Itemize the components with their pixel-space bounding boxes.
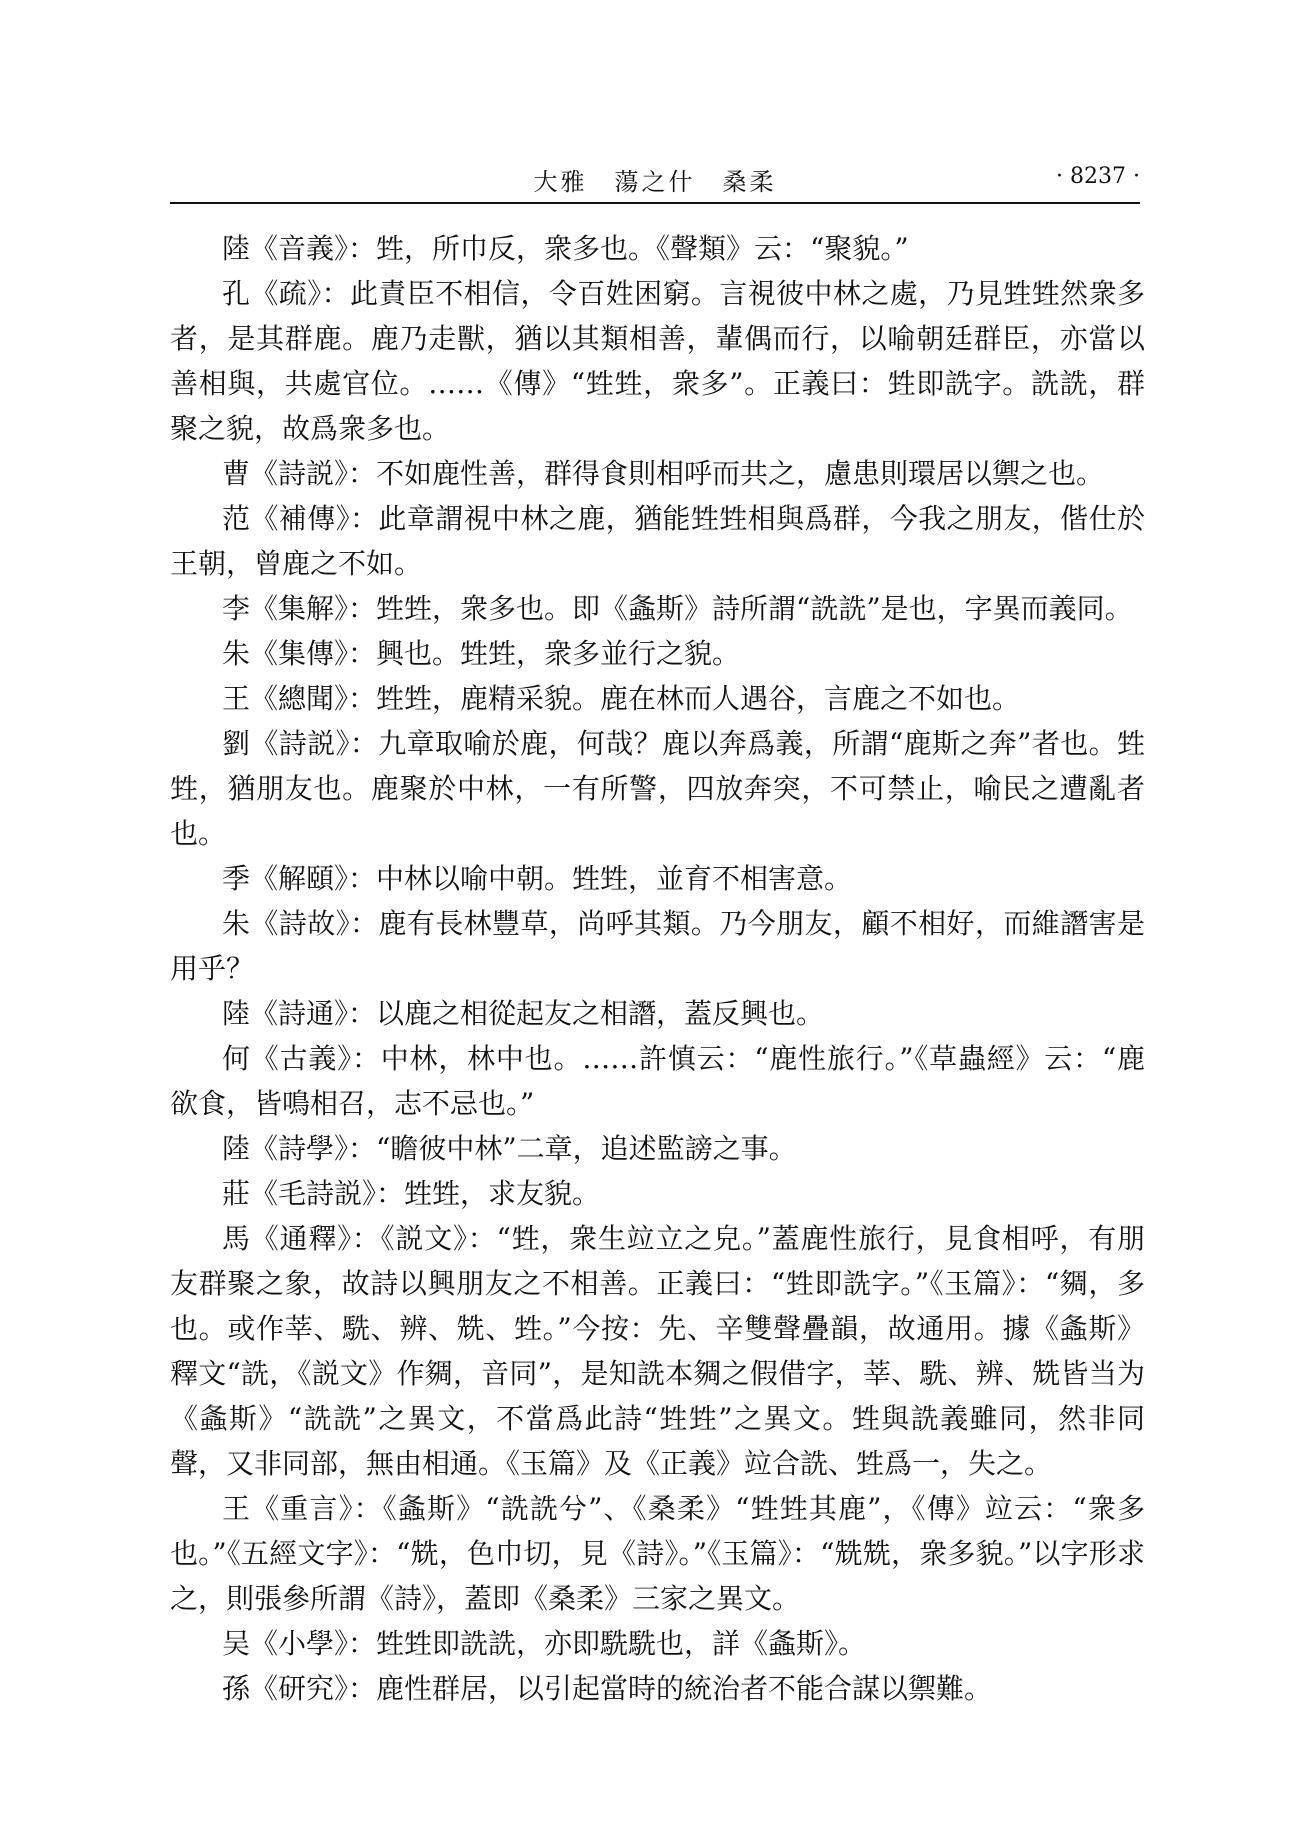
commentary-body xyxy=(170,226,1145,1711)
commentary-paragraph: 陸《音義》：甡，所巾反，衆多也。《聲類》云：“聚貌。” xyxy=(222,232,909,265)
commentary-paragraph: 孔《疏》：此責臣不相信，令百姓困窮。言視彼中林之處，乃見甡甡然衆多者，是其群鹿。鹿乃走獸，猶以其類相善，輩偶而行，以喻朝廷群臣，亦當以善相與，共處官位。……《傳》“甡甡，衆多”。正義曰：甡即詵字。詵詵，群聚之貌，故爲衆多也。 xyxy=(170,277,1145,445)
commentary-paragraph: 朱《詩故》：鹿有長林豐草，尚呼其類。乃今朋友，顧不相好，而維譖害是用乎？ xyxy=(170,907,1145,985)
commentary-paragraph: 孫《研究》：鹿性群居，以引起當時的統治者不能合謀以禦難。 xyxy=(222,1672,993,1705)
commentary-paragraph: 曹《詩説》：不如鹿性善，群得食則相呼而共之，慮患則環居以禦之也。 xyxy=(222,457,1105,490)
commentary-paragraph: 王《總聞》：甡甡，鹿精采貌。鹿在林而人遇谷，言鹿之不如也。 xyxy=(222,682,1021,715)
page-number: · 8237 · xyxy=(1056,164,1140,189)
page-header xyxy=(170,150,1140,210)
commentary-paragraph: 王《重言》：《螽斯》“詵詵兮”、《桑柔》“甡甡其鹿”，《傳》竝云：“衆多也。”《五經文字》：“兟，色巾切，見《詩》。”《玉篇》：“兟兟，衆多貌。”以字形求之，則張參所謂《詩》，蓋即《桑柔》三家之異文。 xyxy=(170,1492,1145,1615)
running-head: 大雅 蕩之什 桑柔 xyxy=(533,168,777,196)
commentary-paragraph: 吴《小學》：甡甡即詵詵，亦即駪駪也，詳《螽斯》。 xyxy=(222,1627,867,1660)
commentary-paragraph: 劉《詩説》：九章取喻於鹿，何哉？鹿以奔爲義，所謂“鹿斯之奔”者也。甡甡，猶朋友也。鹿聚於中林，一有所警，四放奔突，不可禁止，喻民之遭亂者也。 xyxy=(170,727,1145,850)
commentary-paragraph: 陸《詩通》：以鹿之相從起友之相譖，蓋反興也。 xyxy=(222,997,825,1030)
commentary-paragraph: 何《古義》：中林，林中也。……許慎云：“鹿性旅行。”《草蟲經》云：“鹿欲食，皆鳴相召，志不忌也。” xyxy=(170,1042,1145,1120)
commentary-paragraph: 范《補傳》：此章謂視中林之鹿，猶能甡甡相與爲群，今我之朋友，偕仕於王朝，曾鹿之不如。 xyxy=(170,502,1145,580)
commentary-paragraph: 陸《詩學》：“瞻彼中林”二章，追述監謗之事。 xyxy=(222,1132,797,1165)
commentary-paragraph: 莊《毛詩説》：甡甡，求友貌。 xyxy=(222,1177,601,1210)
header-rule xyxy=(170,202,1140,204)
commentary-paragraph: 李《集解》：甡甡，衆多也。即《螽斯》詩所謂“詵詵”是也，字異而義同。 xyxy=(222,592,1133,625)
commentary-paragraph: 季《解頤》：中林以喻中朝。甡甡，並育不相害意。 xyxy=(222,862,853,895)
commentary-paragraph: 馬《通釋》：《説文》：“甡，衆生竝立之皃。”蓋鹿性旅行，見食相呼，有朋友群聚之象，故詩以興朋友之不相善。正義曰：“甡即詵字。”《玉篇》：“㚋，多也。或作莘、駪、辨、兟、甡。”今按：先、辛雙聲疊韻，故通用。據《螽斯》釋文“詵，《説文》作㚋，音同”，是知詵本㚋之假借字，莘、駪、辨、兟皆当为《螽斯》“詵詵”之異文，不當爲此詩“甡甡”之異文。甡與詵義雖同，然非同聲，又非同部，無由相通。《玉篇》及《正義》竝合詵、甡爲一，失之。 xyxy=(170,1222,1145,1480)
commentary-paragraph: 朱《集傳》：興也。甡甡，衆多並行之貌。 xyxy=(222,637,741,670)
